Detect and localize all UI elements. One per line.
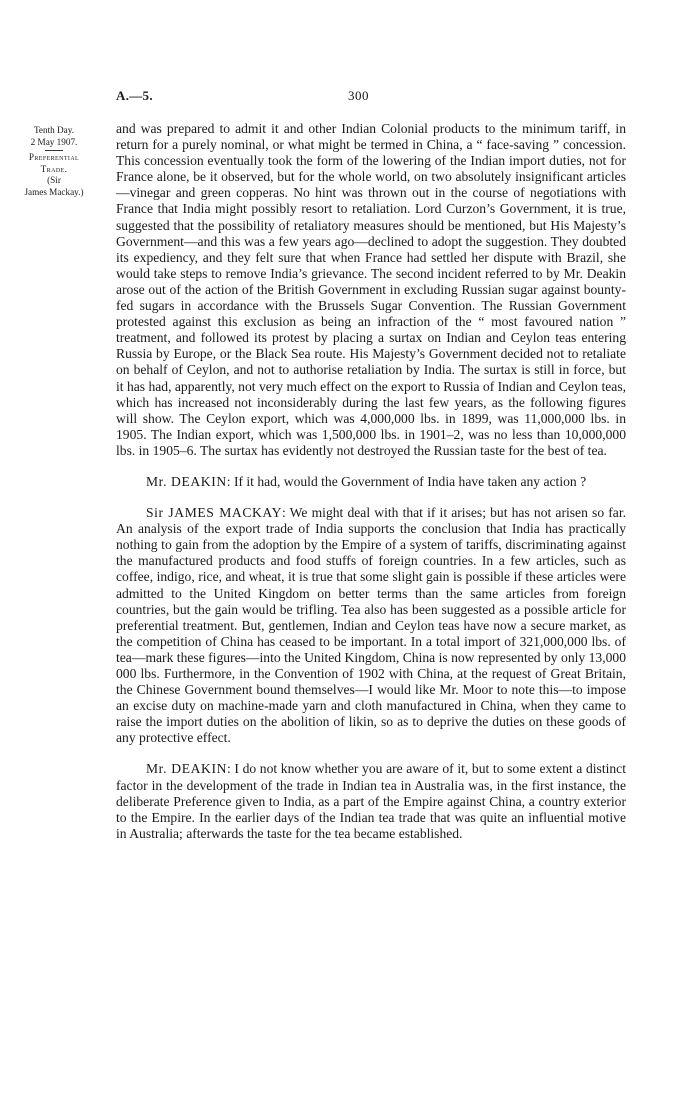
margin-speaker-line2: James Mackay.) — [24, 186, 84, 197]
speech-deakin-2 — [116, 761, 626, 841]
margin-note — [2, 125, 106, 198]
document-reference: A.—5. — [116, 88, 153, 103]
speaker-name: Mr. DEAKIN — [146, 761, 227, 777]
speech-mackay — [116, 505, 626, 746]
paragraph-text: : We might deal with that if it arises; but has not arisen so far. An analysis of the export trade of India supports the conclusion that India has practically nothing to gain from the adoption by the Empire of a system of tariffs, discriminating against the manufactured products and food stuffs of foreign countries. In a few articles, such as coffee, indigo, rice, and wheat, it is true that some slight gain is possible if these articles were admitted to the United Kingdom on better terms than the same articles from foreign countries, but the gain would be trifling. Tea also has been suggested as a possible article for preferential treatment. But, gentlemen, Indian and Ceylon teas have now a secure market, as the competition of China has ceased to be important. In a total import of 321,000,000 lbs. of tea—mark these figures—into the United Kingdom, China is now represented by only 13,000 000 lbs. Furthermore, in the Convention of 1902 with China, at the request of Great Britain, the Chinese Government bound themselves—I would like Mr. Moor to note this—to impose an excise duty on machine-made yarn and cloth manufactured in China, when they came to raise the import duties on the abolition of likin, so as to deprive the duties on these goods of any protective effect. — [116, 505, 626, 746]
margin-topic-line1: Preferential — [28, 152, 80, 162]
margin-divider — [45, 150, 63, 151]
margin-date: 2 May 1907. — [30, 136, 78, 147]
paragraph-text: : If it had, would the Government of India have taken any action ? — [226, 473, 587, 489]
paragraph-text: and was prepared to admit it and other Indian Colonial products to the minimum tariff, in return for a purely nominal, or what might be termed in China, a “ face-saving ” concession. This concession eventually took the form of the lowering of the Indian import duties, not for France alone, be it observed, but for the whole world, on two absolutely insignificant articles—vinegar and green copperas. No hint was thrown out in the course of negotiations with France that India might possibly resort to retaliation. Lord Curzon’s Government, it is true, suggested that the possibility of retaliatory measures should be mentioned, but His Majesty’s Government—and this was a few years ago—declined to adopt the suggestion. They doubted its expediency, and they felt sure that when France had settled her dispute with Brazil, she would take steps to remove India’s grievance. The second incident referred to by Mr. Deakin arose out of the action of the British Government in excluding Russian sugar against bounty-fed sugars in accordance with the Brussels Sugar Convention. The Russian Government protested against this exclusion as being an infraction of the “ most favoured nation ” treatment, and followed its protest by placing a surtax on Indian and Ceylon teas entering Russia by Europe, or the Black Sea route. His Majesty’s Government decided not to retaliate on behalf of Ceylon, and not to authorise retaliation by India. The surtax is still in force, but it has had, apparently, not very much effect on the export to Russia of Indian and Ceylon teas, which has increased not inconsiderably during the last few years, as the following figures will show. The Ceylon export, which was 4,000,000 lbs. in 1899, was 11,000,000 lbs. in 1905. The Indian export, which was 1,500,000 lbs. in 1901–2, was no less than 10,000,000 lbs. in 1905–6. The surtax has evidently not destroyed the Russian taste for the best of tea. — [116, 121, 627, 458]
paragraph-continuation — [116, 121, 626, 459]
page-number: 300 — [348, 88, 369, 103]
speech-deakin-1 — [116, 474, 626, 490]
speaker-name: Mr. DEAKIN — [146, 473, 227, 489]
body-text — [116, 121, 626, 842]
paragraph-text: : I do not know whether you are aware of it, but to some extent a distinct factor in the development of the trade in Indian tea in Australia was, in the first instance, the deliberate Preference given to India, as a part of the Empire against China, a country exterior to the Empire. In the earlier days of the Indian tea trade that was quite an influential motive in Australia; afterwards the taste for the tea became established. — [116, 761, 626, 841]
margin-topic-line2: Trade. — [40, 163, 68, 174]
speaker-name: Sir JAMES MACKAY — [146, 505, 282, 521]
margin-speaker-line1: (Sir — [47, 175, 61, 185]
margin-day: Tenth Day. — [33, 125, 75, 135]
